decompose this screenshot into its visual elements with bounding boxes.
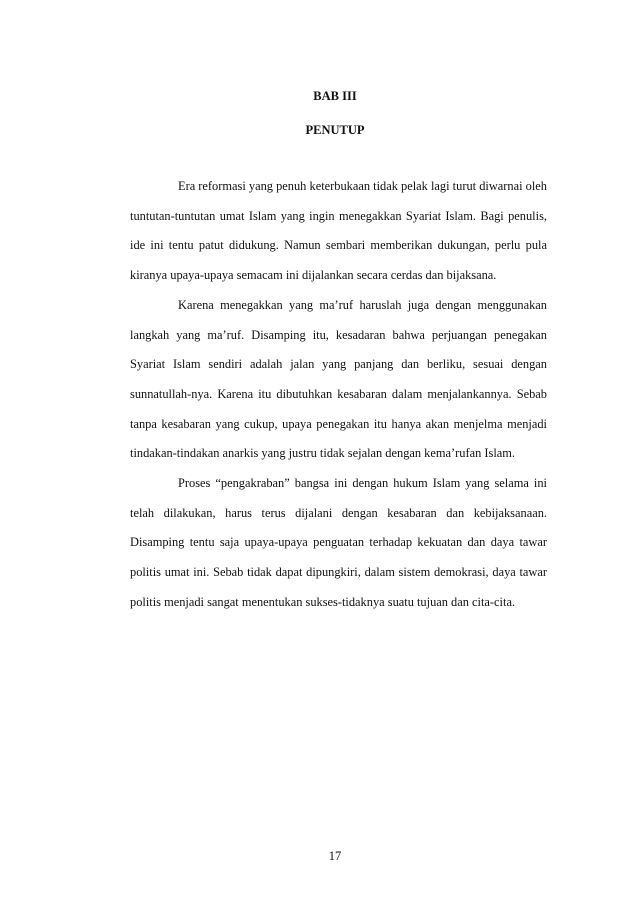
paragraph-1: Era reformasi yang penuh keterbukaan tidak pelak lagi turut diwarnai oleh tuntutan-tuntutan umat Islam yang ingin menegakkan Syariat Islam. Bagi penulis, ide ini tentu patut didukung. Namun sembari memberikan dukungan, perlu pula kiranya upaya-upaya semacam ini dijalankan secara cerdas dan bijaksana.	[130, 179, 547, 283]
chapter-number: BAB III	[313, 89, 357, 103]
page-number: 17	[328, 849, 342, 863]
paragraph-3: Proses “pengakraban” bangsa ini dengan hukum Islam yang selama ini telah dilakukan, harus terus dijalani dengan kesabaran dan kebijaksanaan. Disamping tentu saja upaya-upaya penguatan terhadap kekuatan dan daya tawar politis umat ini. Sebab tidak dapat dipungkiri, dalam sistem demokrasi, daya tawar politis menjadi sangat menentukan sukses-tidaknya suatu tujuan dan cita-cita.	[130, 476, 547, 609]
paragraph-2: Karena menegakkan yang ma’ruf haruslah juga dengan menggunakan langkah yang ma’ruf. Disamping itu, kesadaran bahwa perjuangan penegakan Syariat Islam sendiri adalah jalan yang panjang dan berliku, sesuai dengan sunnatullah-nya. Karena itu dibutuhkan kesabaran dalam menjalankannya. Sebab tanpa kesabaran yang cukup, upaya penegakan itu hanya akan menjelma menjadi tindakan-tindakan anarkis yang justru tidak sejalan dengan kema’rufan Islam.	[130, 297, 547, 461]
body-text	[130, 172, 547, 618]
chapter-title: PENUTUP	[305, 123, 365, 137]
